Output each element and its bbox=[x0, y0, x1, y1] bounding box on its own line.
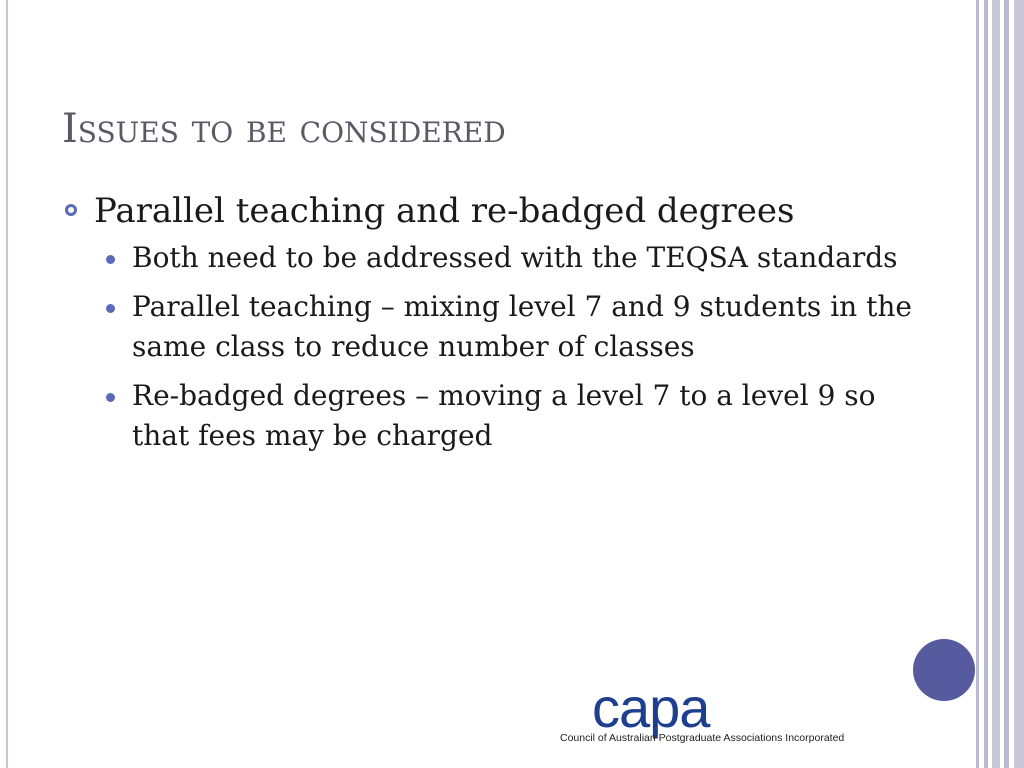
decorative-circle bbox=[913, 639, 975, 701]
sub-bullet-text: Re-badged degrees – moving a level 7 to a level 9 so that fees may be charged bbox=[132, 379, 876, 452]
sub-bullet-item bbox=[132, 238, 912, 278]
sub-bullet-list bbox=[62, 238, 912, 456]
slide-body bbox=[62, 190, 912, 465]
dot-bullet-icon bbox=[106, 255, 115, 264]
bullet-text: Parallel teaching and re-badged degrees bbox=[94, 191, 795, 231]
capa-logo-graphic bbox=[556, 683, 906, 753]
logo-wordmark: capa bbox=[592, 683, 710, 739]
sub-bullet-text: Parallel teaching – mixing level 7 and 9 students in the same class to reduce number of classes bbox=[132, 290, 912, 363]
right-border-stripes bbox=[976, 0, 1024, 768]
left-border-line bbox=[6, 0, 8, 768]
capa-logo bbox=[556, 683, 906, 753]
logo-tagline: Council of Australian Postgraduate Associations Incorporated bbox=[560, 732, 845, 744]
sub-bullet-item bbox=[132, 376, 912, 456]
sub-bullet-item bbox=[132, 287, 912, 367]
dot-bullet-icon bbox=[106, 393, 115, 402]
bullet-level-1 bbox=[62, 190, 912, 232]
ring-bullet-icon bbox=[65, 204, 77, 216]
sub-bullet-text: Both need to be addressed with the TEQSA standards bbox=[132, 241, 898, 274]
slide-title: Issues to be considered bbox=[62, 106, 506, 152]
dot-bullet-icon bbox=[106, 304, 115, 313]
